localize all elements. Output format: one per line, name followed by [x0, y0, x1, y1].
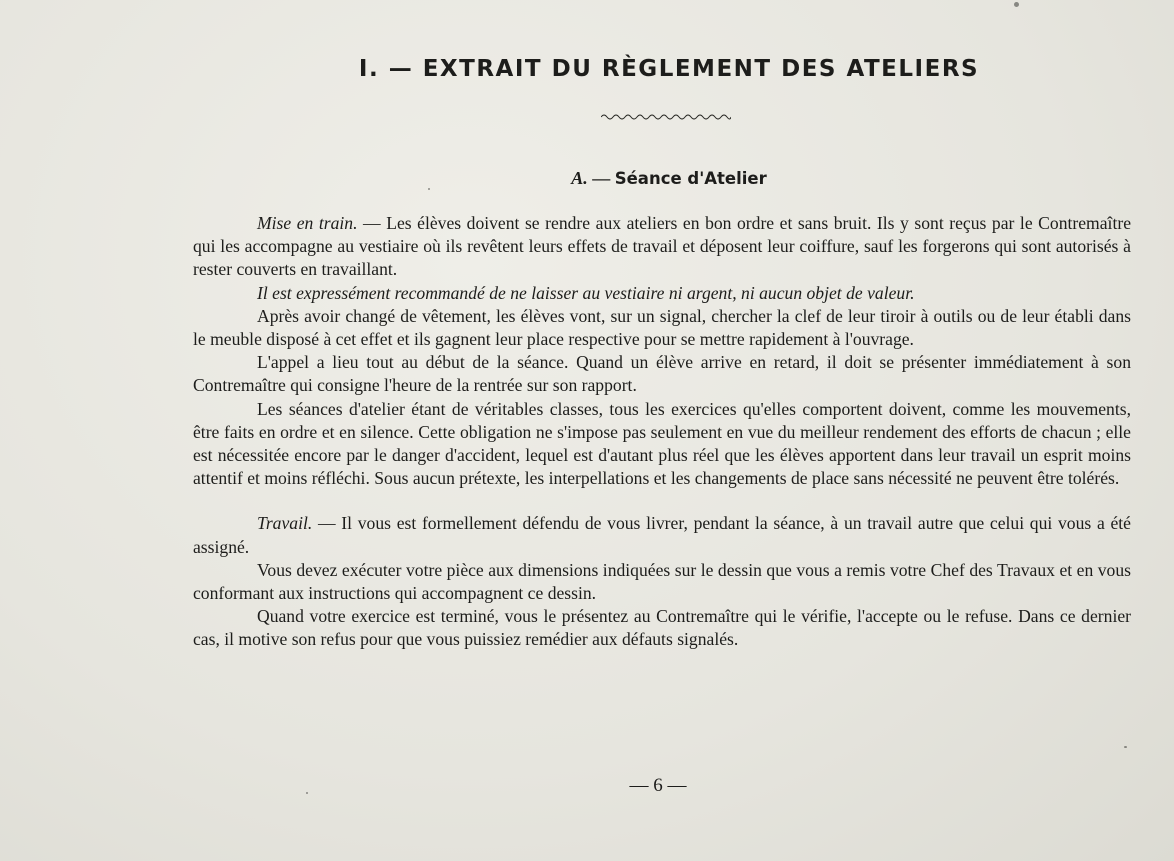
paper-speck [306, 792, 308, 794]
paragraph: Vous devez exécuter votre pièce aux dimensions indiquées sur le dessin que vous a remis votre Chef des Travaux et en vous conformant aux instructions qui accompagnent ce dessin. [193, 559, 1131, 604]
paragraph: L'appel a lieu tout au début de la séance. Quand un élève arrive en retard, il doit se présenter immédiatement à son Contremaître qui consigne l'heure de la rentrée sur son rapport. [193, 352, 1131, 396]
paragraph-recommendation: Il est expressément recommandé de ne laisser au vestiaire ni argent, ni aucun objet de valeur. [257, 282, 915, 303]
body-text [193, 212, 1131, 652]
paragraph: Après avoir changé de vêtement, les élèves vont, sur un signal, chercher la clef de leur tiroir à outils ou de leur établi dans le meuble disposé à cet effet et ils gagnent leur place respective pour se mettre rapidement à l'ouvrage. [193, 305, 1131, 350]
paragraph-mise-en-train [193, 212, 1131, 282]
page-title: I. — EXTRAIT DU RÈGLEMENT DES ATELIERS [358, 56, 980, 82]
page-number: — 6 — [629, 775, 687, 796]
paper-speck [1124, 746, 1127, 748]
section-dash: — [592, 168, 611, 188]
paragraph-text: — Il vous est formellement défendu de vous livrer, pendant la séance, à un travail autre que celui qui vous a été assigné. [193, 513, 1131, 557]
paragraph-lead-travail: Travail. [257, 513, 313, 534]
decorative-squiggle-divider [601, 112, 731, 122]
paragraph-travail [193, 512, 1131, 558]
paragraph: Quand votre exercice est terminé, vous le présentez au Contremaître qui le vérifie, l'accepte ou le refuse. Dans ce dernier cas, il motive son refus pour que vous puissiez remédier aux défauts signalés. [193, 606, 1131, 650]
paper-speck [428, 188, 430, 190]
paper-speck [1014, 2, 1019, 7]
section-letter: A. [571, 168, 588, 188]
paragraph: Les séances d'atelier étant de véritables classes, tous les exercices qu'elles comportent doivent, comme les mouvements, être faits en ordre et en silence. Cette obligation ne s'impose pas seulement en vue du meilleur rendement des efforts de chacun ; elle est nécessitée encore par le danger d'accident, lequel est d'autant plus réel que les élèves apportent dans leur travail un esprit moins attentif et moins réfléchi. Sous aucun prétexte, les interpellations et les changements de place sans nécessité ne peuvent être tolérés. [193, 398, 1131, 489]
paragraph-text: — Les élèves doivent se rendre aux ateliers en bon ordre et sans bruit. Ils y sont reçus par le Contremaître qui les accompagne au vestiaire où ils revêtent leurs effets de travail et déposent leur coiffure, sauf les forgerons qui sont autorisés à rester couverts en travaillant. [193, 213, 1131, 280]
section-name: Séance d'Atelier [614, 169, 767, 188]
paragraph-lead-mise-en-train: Mise en train. [257, 213, 358, 233]
section-heading [0, 168, 1174, 189]
